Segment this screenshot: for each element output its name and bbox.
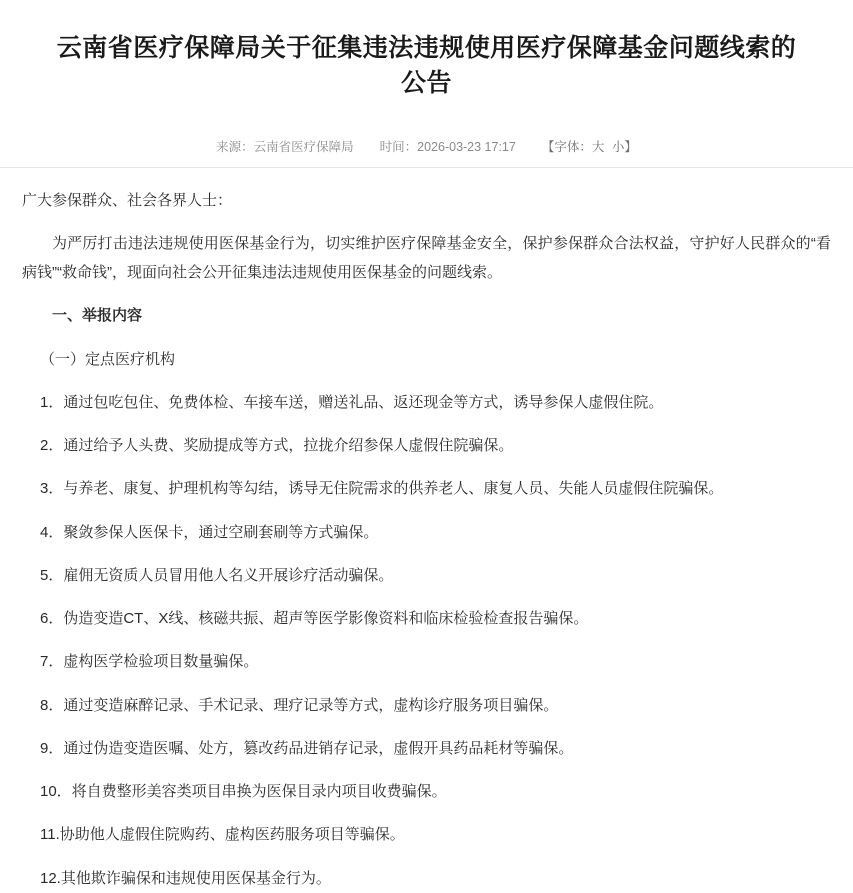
source-value: 云南省医疗保障局 — [253, 139, 354, 154]
greeting-paragraph: 广大参保群众、社会各界人士： — [22, 191, 233, 209]
article-meta-bar — [0, 129, 853, 168]
list-item: 5．雇佣无资质人员冒用他人名义开展诊疗活动骗保。 — [40, 566, 394, 584]
list-item: 11.协助他人虚假住院购药、虚构医药服务项目等骗保。 — [40, 826, 405, 844]
list-item: 2．通过给予人头费、奖励提成等方式，拉拢介绍参保人虚假住院骗保。 — [40, 437, 514, 454]
page-title: 云南省医疗保障局关于征集违法违规使用医疗保障基金问题线索的公告 — [56, 33, 797, 98]
time-label: 时间： — [379, 139, 418, 154]
font-size-large-button[interactable]: 大 — [591, 139, 605, 154]
list-item: 12.其他欺诈骗保和违规使用医保基金行为。 — [40, 869, 331, 887]
font-size-separator — [604, 140, 611, 154]
list-item: 9．通过伪造变造医嘱、处方，篡改药品进销存记录，虚假开具药品耗材等骗保。 — [40, 739, 574, 757]
list-item: 3．与养老、康复、护理机构等勾结，诱导无住院需求的供养老人、康复人员、失能人员虚假住院骗保。 — [40, 480, 724, 498]
article-page — [0, 17, 853, 887]
font-size-suffix: 】 — [624, 139, 637, 154]
list-item: 4．聚敛参保人医保卡，通过空刷套刷等方式骗保。 — [40, 523, 379, 541]
intro-paragraph: 为严厉打击违法违规使用医保基金行为，切实维护医疗保障基金安全，保护参保群众合法权益，守护好人民群众的“看病钱”“救命钱”，现面向社会公开征集违法违规使用医保基金的问题线索。 — [22, 234, 831, 281]
font-size-control[interactable] — [542, 137, 637, 155]
article-body — [0, 168, 853, 893]
section-heading: 一、举报内容 — [52, 307, 143, 325]
font-size-small-button[interactable]: 小 — [611, 139, 625, 154]
subsection-heading: （一）定点医疗机构 — [40, 350, 176, 368]
list-item: 1．通过包吃包住、免费体检、车接车送，赠送礼品、返还现金等方式，诱导参保人虚假住院。 — [40, 393, 664, 411]
time-meta — [380, 137, 516, 155]
list-item: 8．通过变造麻醉记录、手术记录、理疗记录等方式，虚构诊疗服务项目骗保。 — [40, 696, 559, 714]
list-item: 7．虚构医学检验项目数量骗保。 — [40, 653, 259, 671]
font-size-prefix: 【字体： — [541, 139, 592, 154]
source-meta — [216, 137, 354, 155]
source-label: 来源： — [216, 139, 254, 154]
list-item: 10．将自费整形美容类项目串换为医保目录内项目收费骗保。 — [40, 783, 447, 800]
time-value: 2026-03-23 17:17 — [417, 139, 516, 154]
list-item: 6．伪造变造CT、X线、核磁共振、超声等医学影像资料和临床检验检查报告骗保。 — [40, 610, 589, 627]
